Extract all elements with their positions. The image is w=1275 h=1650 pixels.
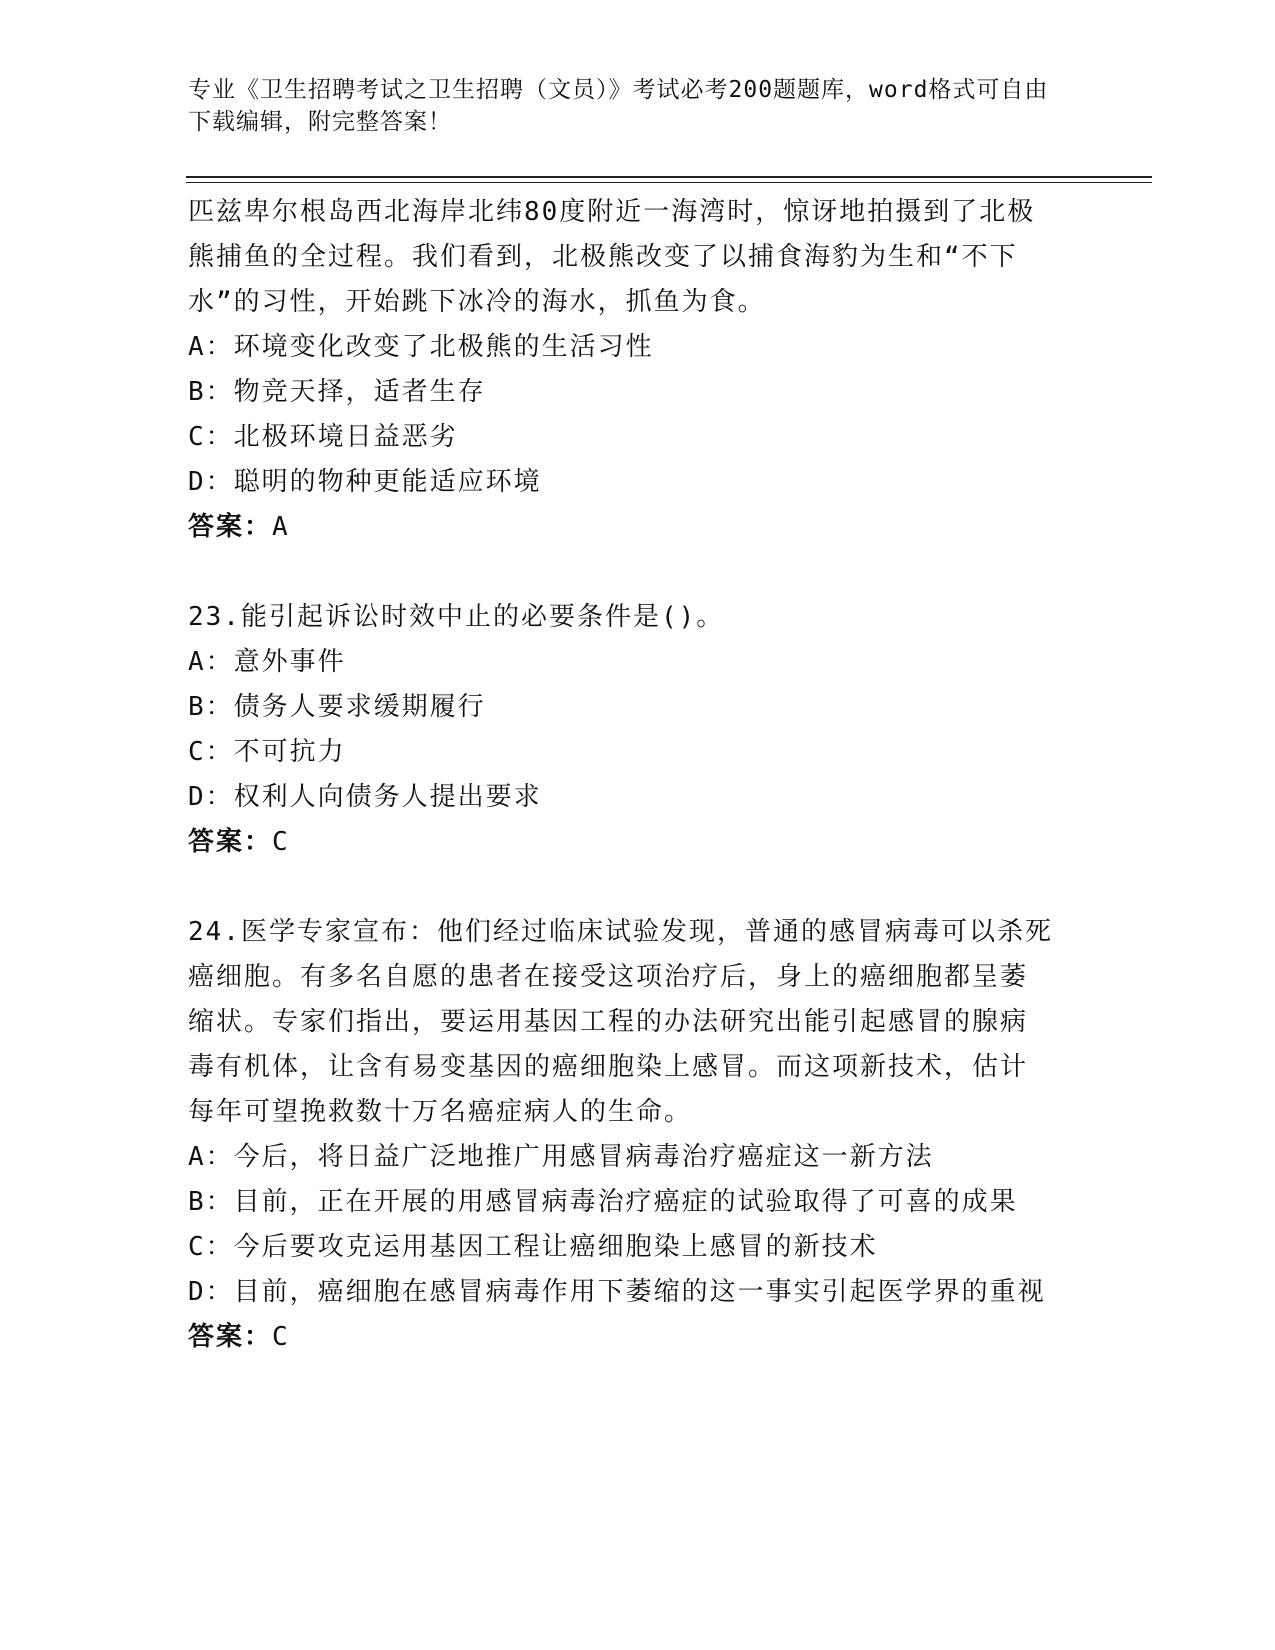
question-text-line: 缩状。专家们指出，要运用基因工程的办法研究出能引起感冒的腺病 — [188, 1007, 1029, 1037]
question-block — [188, 910, 1088, 1360]
question-text-line: 毒有机体，让含有易变基因的癌细胞染上感冒。而这项新技术，估计 — [188, 1052, 1029, 1082]
option-a: A：环境变化改变了北极熊的生活习性 — [188, 332, 654, 362]
answer-value: C — [272, 827, 290, 857]
answer-value: C — [272, 1322, 290, 1352]
option-c: C：不可抗力 — [188, 737, 346, 767]
option-b: B：物竞天择，适者生存 — [188, 377, 486, 407]
question-text-line: 23.能引起诉讼时效中止的必要条件是()。 — [188, 602, 725, 632]
option-a: A：今后，将日益广泛地推广用感冒病毒治疗癌症这一新方法 — [188, 1142, 934, 1172]
spacer — [188, 550, 1088, 595]
document-header-title: 专业《卫生招聘考试之卫生招聘（文员）》考试必考200题题库，word格式可自由下载编辑，附完整答案！ — [188, 77, 1049, 135]
answer-value: A — [272, 512, 290, 542]
question-text-line: 癌细胞。有多名自愿的患者在接受这项治疗后，身上的癌细胞都呈萎 — [188, 962, 1029, 992]
option-c: C：北极环境日益恶劣 — [188, 422, 458, 452]
answer-line — [188, 1315, 1088, 1360]
option-a: A：意外事件 — [188, 647, 346, 677]
question-text-line: 熊捕鱼的全过程。我们看到，北极熊改变了以捕食海豹为生和“不下 — [188, 242, 1018, 272]
question-block — [188, 595, 1088, 865]
option-b: B：债务人要求缓期履行 — [188, 692, 486, 722]
option-d: D：聪明的物种更能适应环境 — [188, 467, 542, 497]
option-b: B：目前，正在开展的用感冒病毒治疗癌症的试验取得了可喜的成果 — [188, 1187, 1018, 1217]
option-c: C：今后要攻克运用基因工程让癌细胞染上感冒的新技术 — [188, 1232, 878, 1262]
spacer — [188, 865, 1088, 910]
answer-label: 答案： — [188, 827, 273, 857]
document-header — [188, 74, 1068, 138]
answer-label: 答案： — [188, 1322, 273, 1352]
option-d: D：权利人向债务人提出要求 — [188, 782, 542, 812]
question-text-line: 24.医学专家宣布：他们经过临床试验发现，普通的感冒病毒可以杀死 — [188, 917, 1053, 947]
question-text-line: 匹兹卑尔根岛西北海岸北纬80度附近一海湾时，惊讶地拍摄到了北极 — [188, 197, 1036, 227]
header-divider-thin — [186, 182, 1152, 183]
option-d: D：目前，癌细胞在感冒病毒作用下萎缩的这一事实引起医学界的重视 — [188, 1277, 1046, 1307]
question-list — [188, 190, 1088, 1360]
question-text-line: 水”的习性，开始跳下冰冷的海水，抓鱼为食。 — [188, 287, 766, 317]
header-divider-thick — [186, 176, 1152, 178]
question-text-line: 每年可望挽救数十万名癌症病人的生命。 — [188, 1097, 693, 1127]
answer-line — [188, 505, 1088, 550]
answer-label: 答案： — [188, 512, 273, 542]
answer-line — [188, 820, 1088, 865]
question-block — [188, 190, 1088, 550]
